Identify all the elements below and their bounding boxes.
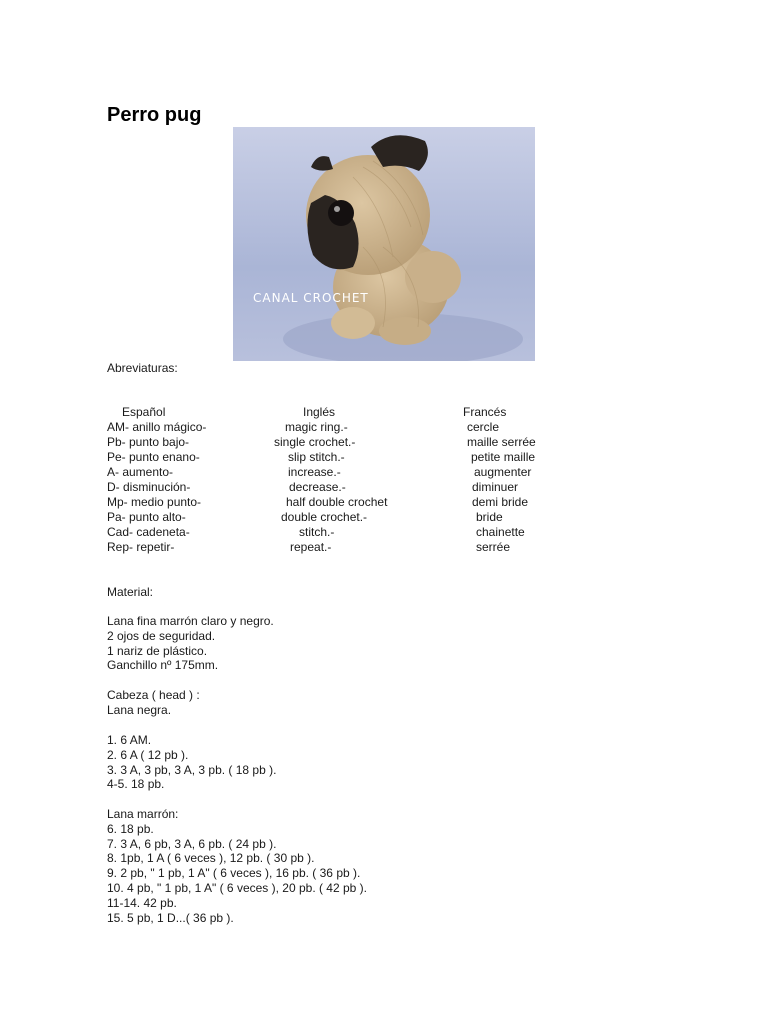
list-item: 6. 18 pb. xyxy=(107,821,154,836)
abbr-en: double crochet.- xyxy=(281,510,368,524)
abbreviation-row xyxy=(0,525,768,540)
abbr-es: Pe- punto enano- xyxy=(107,450,200,464)
abbr-en: increase.- xyxy=(288,465,341,479)
abbr-es: Mp- medio punto- xyxy=(107,495,202,509)
abbr-en: single crochet.- xyxy=(274,435,356,449)
column-header-en: Inglés xyxy=(303,405,336,419)
page-title: Perro pug xyxy=(107,104,202,126)
list-item: 15. 5 pb, 1 D...( 36 pb ). xyxy=(107,910,234,925)
abbreviation-row xyxy=(0,420,768,435)
pug-photo xyxy=(233,127,535,361)
column-header-es: Español xyxy=(122,405,166,419)
list-item: 1 nariz de plástico. xyxy=(107,643,208,658)
abbr-fr: augmenter xyxy=(474,465,532,479)
abbr-fr: diminuer xyxy=(472,480,519,494)
head-rounds xyxy=(107,733,276,792)
list-item: 7. 3 A, 6 pb, 3 A, 6 pb. ( 24 pb ). xyxy=(107,836,277,851)
list-item: 4-5. 18 pb. xyxy=(107,777,165,792)
column-header-fr: Francés xyxy=(463,405,507,419)
abbr-fr: chainette xyxy=(476,525,525,539)
abbr-es: D- disminución- xyxy=(107,480,191,494)
abbr-fr: bride xyxy=(476,510,503,524)
abbreviation-row xyxy=(0,465,768,480)
abbr-en: decrease.- xyxy=(289,480,346,494)
list-item: 2 ojos de seguridad. xyxy=(107,628,216,643)
abbreviation-row xyxy=(0,495,768,510)
abbr-fr: maille serrée xyxy=(467,435,536,449)
list-item: 9. 2 pb, " 1 pb, 1 A" ( 6 veces ), 16 pb. ( 36 pb ). xyxy=(107,866,361,881)
abbreviations-header-row xyxy=(0,405,768,420)
head-yarn: Lana negra. xyxy=(107,702,172,717)
material-list xyxy=(107,614,274,673)
abbreviation-row xyxy=(0,435,768,450)
abbr-es: Pa- punto alto- xyxy=(107,510,186,524)
photo-watermark: CANAL CROCHET xyxy=(253,291,369,305)
abbr-es: A- aumento- xyxy=(107,465,174,479)
abbr-en: half double crochet xyxy=(286,495,388,509)
brown-yarn: Lana marrón: xyxy=(107,807,179,821)
list-item: 8. 1pb, 1 A ( 6 veces ), 12 pb. ( 30 pb ). xyxy=(107,851,315,866)
abbreviation-row xyxy=(0,510,768,525)
abbr-es: Pb- punto bajo- xyxy=(107,435,190,449)
abbr-en: slip stitch.- xyxy=(288,450,345,464)
abbr-fr: cercle xyxy=(467,420,500,434)
list-item: 1. 6 AM. xyxy=(107,733,152,747)
material-heading: Material: xyxy=(107,585,154,599)
abbr-es: Rep- repetir- xyxy=(107,540,175,554)
head-section xyxy=(107,688,200,718)
head-heading: Cabeza ( head ) : xyxy=(107,688,200,702)
abbr-fr: demi bride xyxy=(472,495,529,509)
list-item: Ganchillo nº 175mm. xyxy=(107,658,219,673)
abbr-fr: serrée xyxy=(476,540,511,554)
abbreviation-row xyxy=(0,450,768,465)
list-item: Lana fina marrón claro y negro. xyxy=(107,614,274,628)
list-item: 3. 3 A, 3 pb, 3 A, 3 pb. ( 18 pb ). xyxy=(107,762,277,777)
abbr-es: AM- anillo mágico- xyxy=(107,420,207,434)
abbreviations-heading: Abreviaturas: xyxy=(107,361,178,375)
brown-rounds xyxy=(107,807,367,925)
abbreviation-row xyxy=(0,540,768,555)
abbr-en: repeat.- xyxy=(290,540,332,554)
list-item: 2. 6 A ( 12 pb ). xyxy=(107,747,189,762)
pug-amigurumi-image xyxy=(233,127,535,361)
abbr-es: Cad- cadeneta- xyxy=(107,525,190,539)
abbr-en: stitch.- xyxy=(299,525,335,539)
list-item: 10. 4 pb, " 1 pb, 1 A" ( 6 veces ), 20 pb. ( 42 pb ). xyxy=(107,880,368,895)
list-item: 11-14. 42 pb. xyxy=(107,895,177,910)
abbr-fr: petite maille xyxy=(471,450,536,464)
abbr-en: magic ring.- xyxy=(285,420,348,434)
abbreviation-row xyxy=(0,480,768,495)
